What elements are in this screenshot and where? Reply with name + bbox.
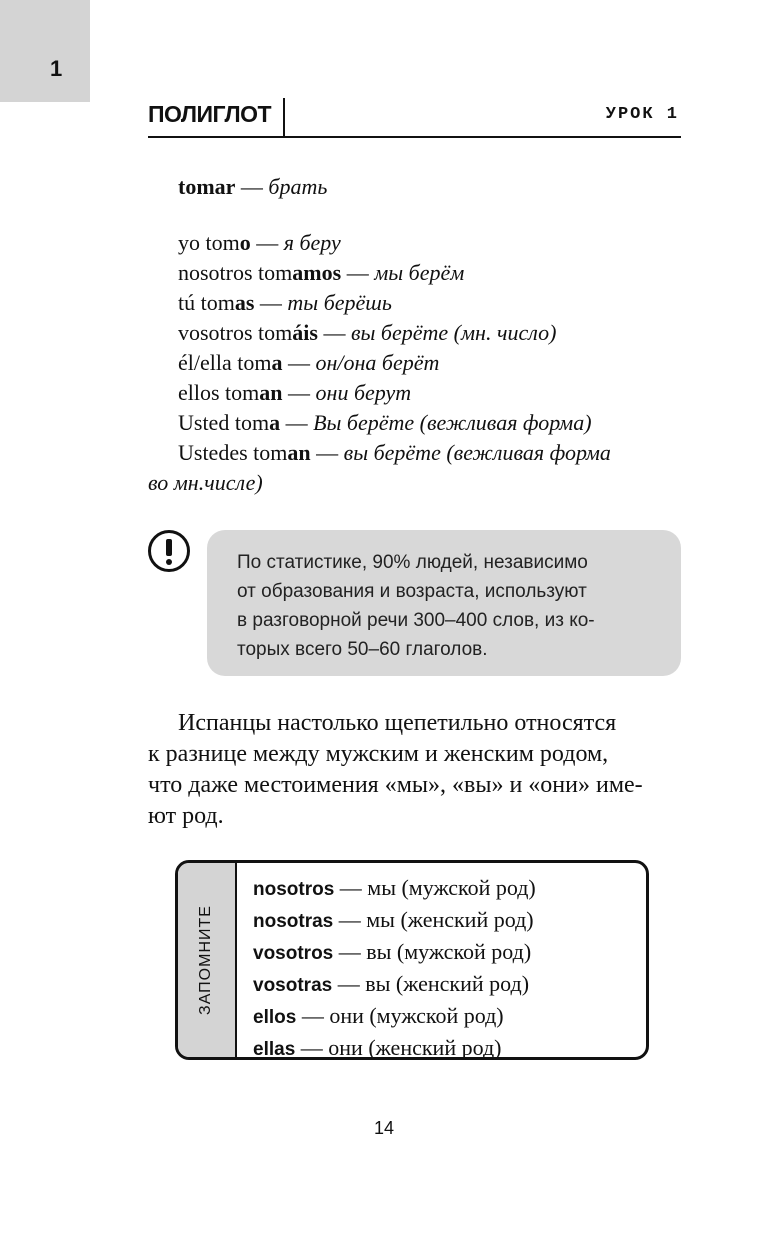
- paragraph-line: что даже местоимения «мы», «вы» и «они» име-: [148, 772, 643, 798]
- chapter-tab: [0, 0, 90, 102]
- conjugation-row: nosotros tomamos — мы берём: [178, 260, 465, 285]
- conjugation-row: vosotros tomáis — вы берёте (мн. число): [178, 320, 557, 345]
- verb-translation: брать: [268, 174, 328, 199]
- conjugation-row: ellos toman — они берут: [178, 380, 412, 405]
- verb-dash: —: [235, 174, 269, 199]
- remember-item: ellas — они (женский род): [253, 1035, 502, 1060]
- verb-infinitive-line: [178, 174, 327, 200]
- body-paragraph: [148, 708, 680, 832]
- conjugation-row: yo tomo — я беру: [178, 230, 341, 255]
- remember-divider: [235, 863, 237, 1057]
- conjugation-row: tú tomas — ты берёшь: [178, 290, 392, 315]
- header-divider-vertical: [283, 98, 285, 138]
- remember-item: vosotras — вы (женский род): [253, 971, 530, 996]
- chapter-number: 1: [50, 56, 63, 81]
- paragraph-line: к разнице между мужским и женским родом,: [148, 741, 609, 767]
- page-number: 14: [373, 1118, 395, 1138]
- remember-item: nosotras — мы (женский род): [253, 907, 534, 932]
- remember-label: ЗАПОМНИТЕ: [197, 905, 214, 1015]
- header-rule: [148, 136, 681, 138]
- notice-line: По статистике, 90% людей, независимо: [237, 552, 588, 573]
- remember-item: vosotros — вы (мужской род): [253, 939, 532, 964]
- notice-text: [237, 548, 595, 664]
- lesson-title: УРОК 1: [605, 105, 679, 124]
- conjugation-row: él/ella toma — он/она берёт: [178, 350, 440, 375]
- paragraph-line: Испанцы настолько щепетильно относятся: [178, 710, 617, 736]
- notice-line: от образования и возраста, используют: [237, 581, 587, 602]
- verb-infinitive: tomar: [178, 174, 236, 199]
- brand-title: ПОЛИГЛОТ: [148, 101, 272, 127]
- remember-item: nosotros — мы (мужской род): [253, 875, 536, 900]
- paragraph-line: ют род.: [148, 803, 224, 829]
- conjugation-wrap-line: во мн.числе): [148, 470, 263, 495]
- conjugation-list: [148, 228, 611, 498]
- conjugation-row: Usted toma — Вы берёте (вежливая форма): [178, 410, 592, 435]
- exclamation-icon: [148, 530, 190, 572]
- conjugation-row: Ustedes toman — вы берёте (вежливая форма: [178, 440, 611, 465]
- remember-list: [253, 873, 536, 1065]
- notice-line: торых всего 50–60 глаголов.: [237, 639, 488, 660]
- notice-line: в разговорной речи 300–400 слов, из ко-: [237, 610, 595, 631]
- remember-item: ellos — они (мужской род): [253, 1003, 504, 1028]
